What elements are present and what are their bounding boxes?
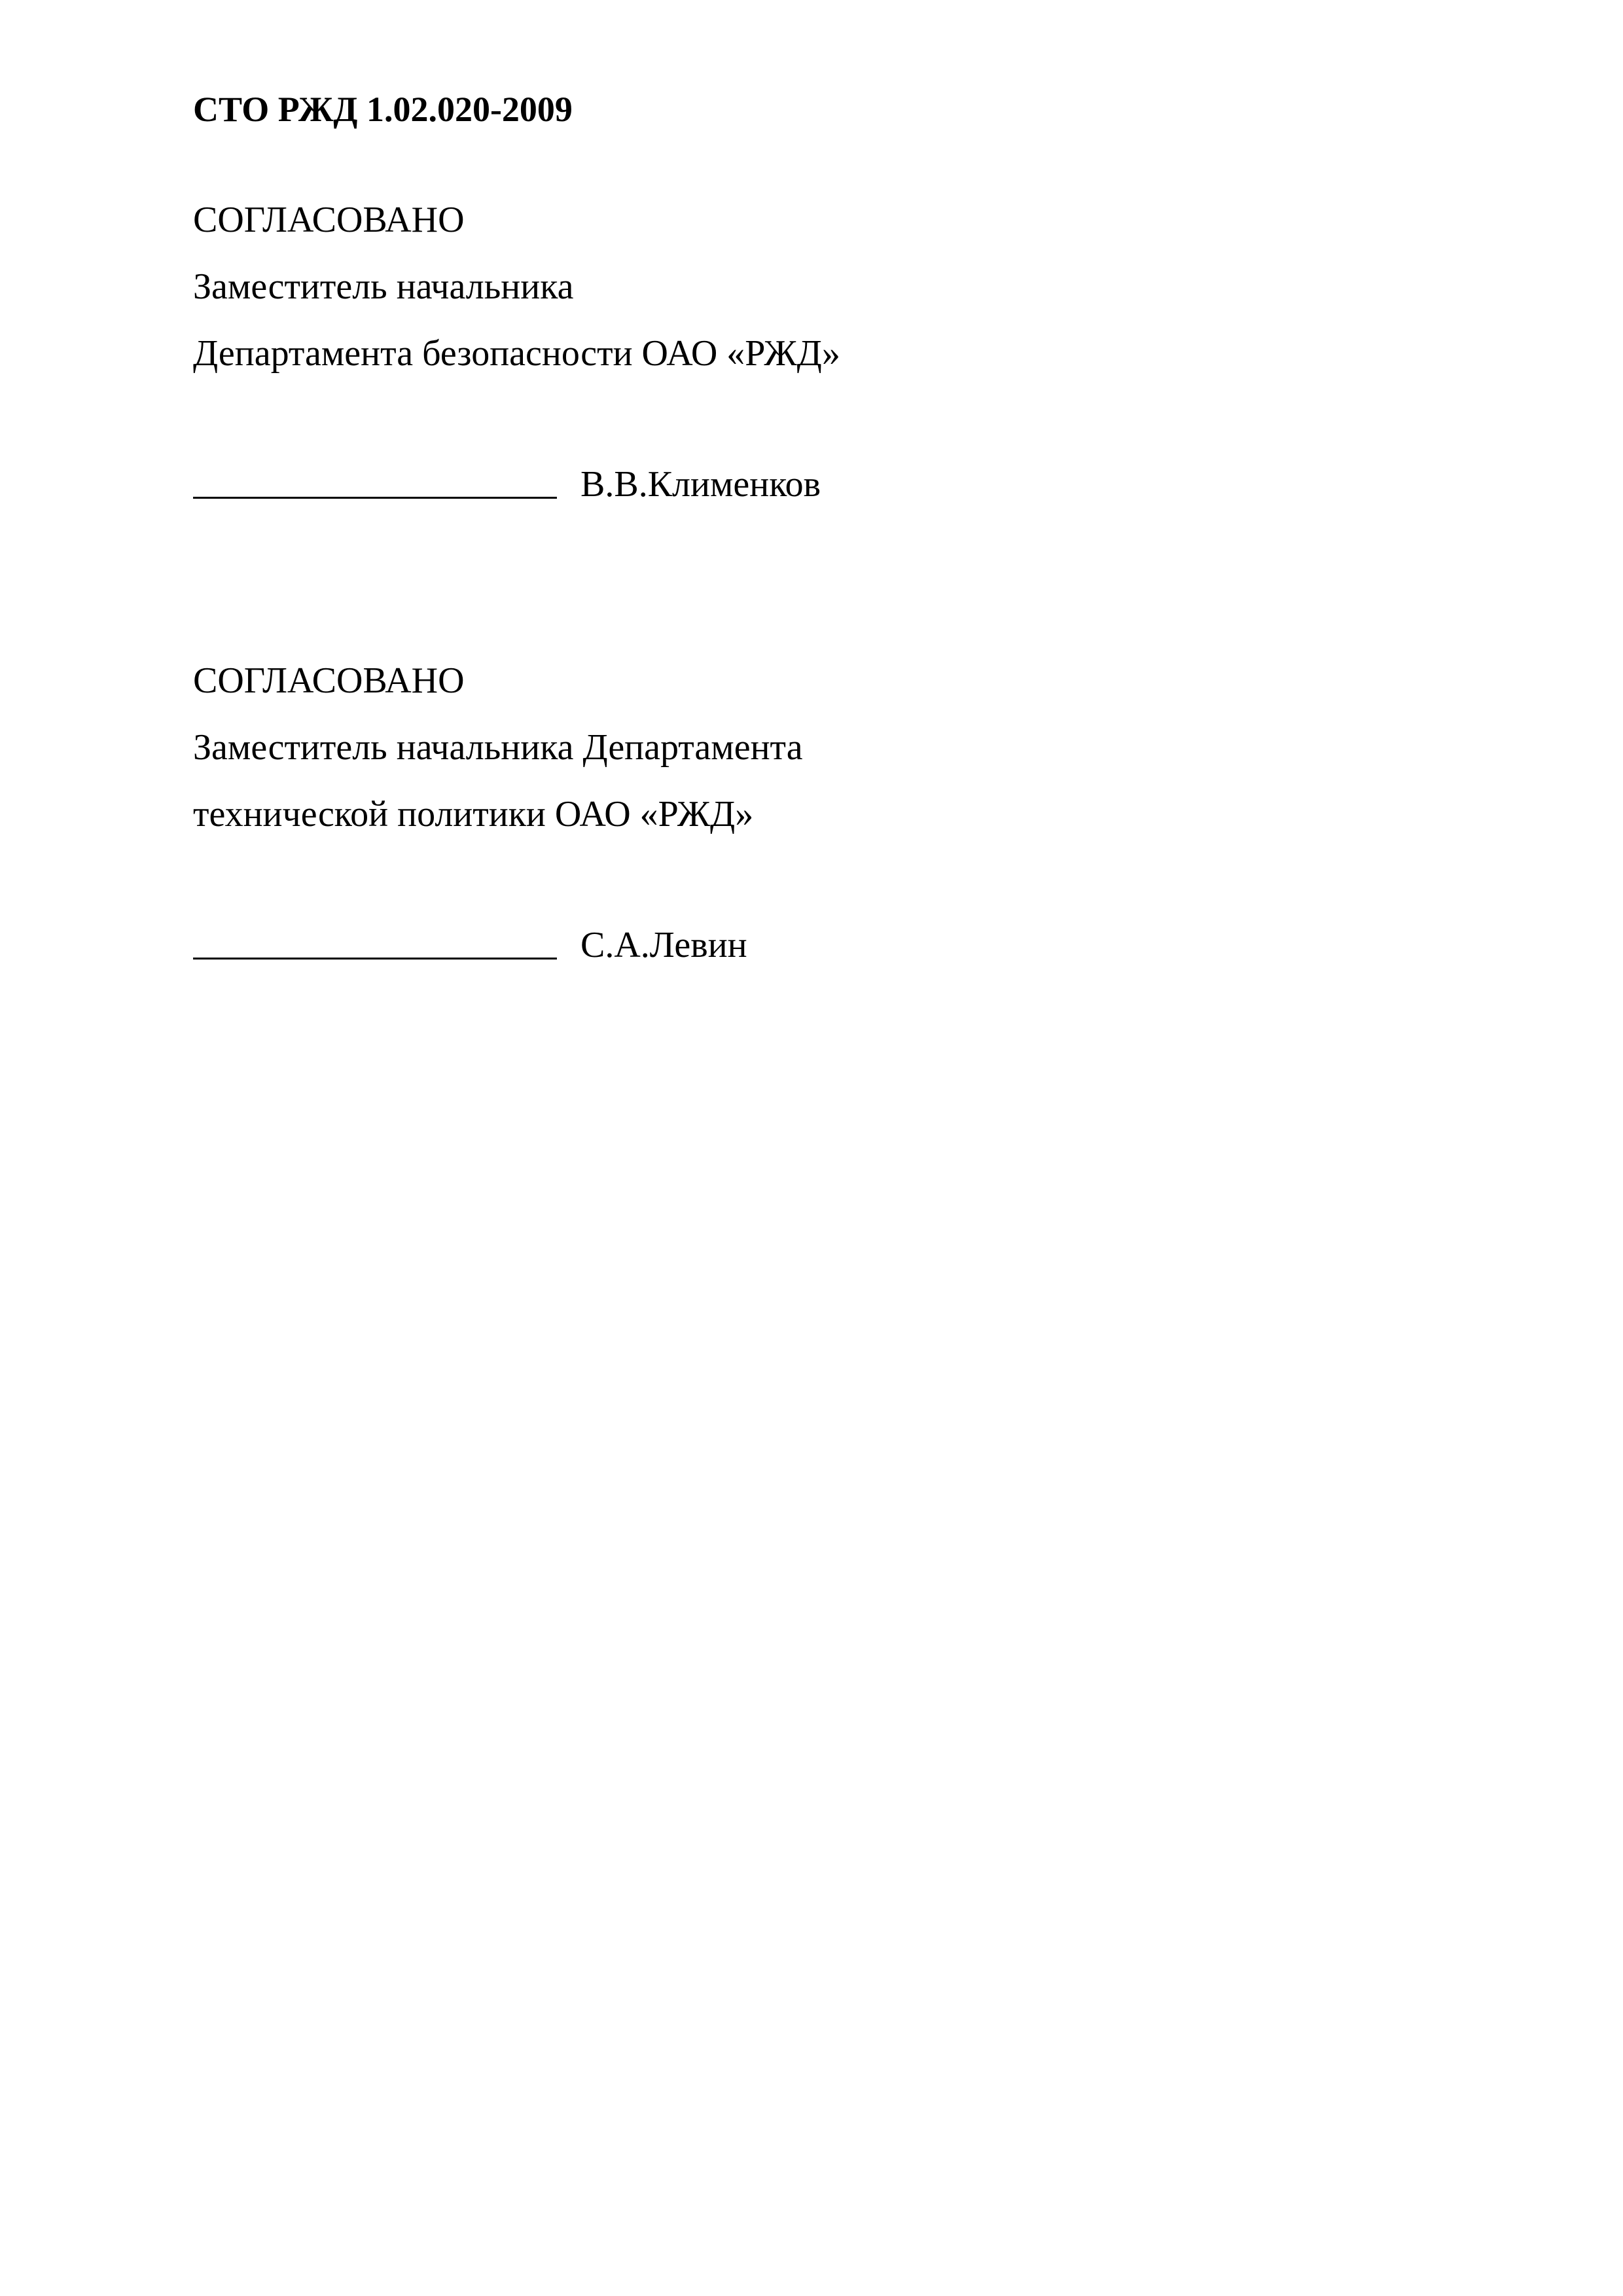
- signatory-name-2: С.А.Левин: [580, 925, 747, 965]
- signature-line-1: [193, 497, 557, 499]
- approval-position-2-line2: технической политики ОАО «РЖД»: [193, 794, 754, 834]
- document-code: СТО РЖД 1.02.020-2009: [193, 90, 573, 129]
- approval-heading-2: СОГЛАСОВАНО: [193, 660, 465, 701]
- approval-position-1-line1: Заместитель начальника: [193, 266, 574, 307]
- signature-row-1: [193, 466, 821, 503]
- signatory-name-1: В.В.Клименков: [580, 464, 821, 505]
- approval-position-2-line1: Заместитель начальника Департамента: [193, 727, 803, 768]
- signature-row-2: [193, 927, 747, 963]
- approval-position-1-line2: Департамента безопасности ОАО «РЖД»: [193, 333, 840, 374]
- signature-line-2: [193, 958, 557, 960]
- approval-heading-1: СОГЛАСОВАНО: [193, 200, 465, 240]
